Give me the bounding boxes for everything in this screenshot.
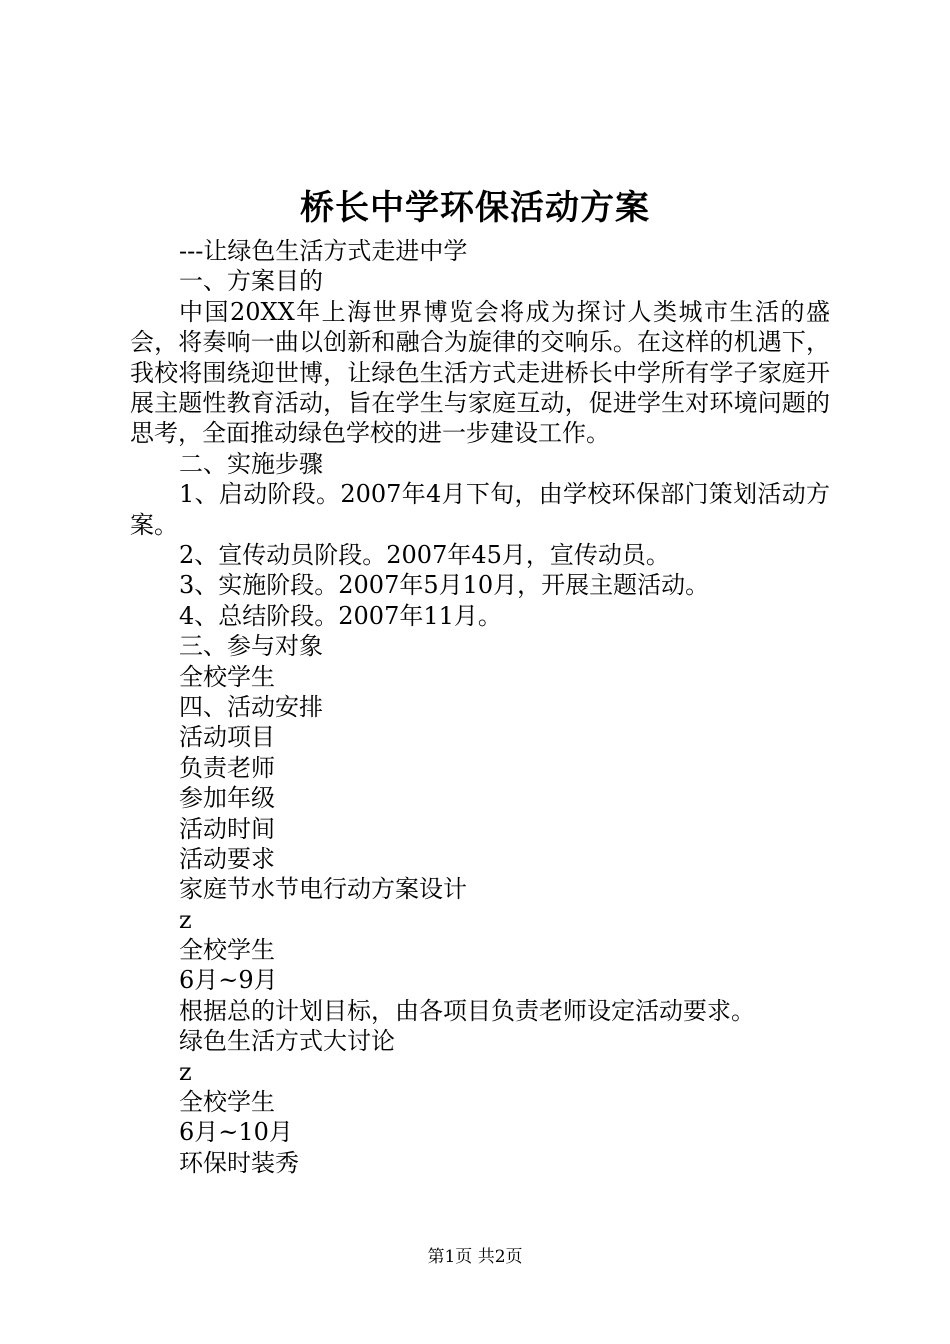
section-heading-purpose: 一、方案目的 (179, 267, 323, 296)
activity-requirement: 根据总的计划目标，由各项目负责老师设定活动要求。 (179, 996, 755, 1025)
activity-teacher: z (179, 1057, 192, 1086)
activity-name: 家庭节水节电行动方案设计 (179, 875, 467, 904)
table-header-cell: 活动项目 (179, 723, 275, 752)
participants-text: 全校学生 (179, 662, 275, 691)
table-header-cell: 活动时间 (179, 814, 275, 843)
step-item: 3、实施阶段。2007年5月10月，开展主题活动。 (179, 571, 710, 600)
section-heading-participants: 三、参与对象 (179, 632, 323, 661)
step-item: 1、启动阶段。2007年4月下旬，由学校环保部门策划活动方案。 (130, 480, 830, 539)
activity-time: 6月~10月 (179, 1118, 293, 1147)
activity-teacher: z (179, 905, 192, 934)
page-footer: 第1页 共2页 (427, 1247, 523, 1267)
step-item: 2、宣传动员阶段。2007年45月，宣传动员。 (179, 541, 670, 570)
activity-grade: 全校学生 (179, 1088, 275, 1117)
section-heading-arrangement: 四、活动安排 (179, 692, 323, 721)
activity-time: 6月~9月 (179, 966, 278, 995)
activity-name: 环保时装秀 (179, 1148, 299, 1177)
table-header-cell: 参加年级 (179, 784, 275, 813)
document-title: 桥长中学环保活动方案 (300, 188, 650, 228)
section-heading-steps: 二、实施步骤 (179, 449, 323, 478)
activity-name: 绿色生活方式大讨论 (179, 1027, 395, 1056)
activity-grade: 全校学生 (179, 936, 275, 965)
table-header-cell: 活动要求 (179, 844, 275, 873)
subtitle: ---让绿色生活方式走进中学 (179, 237, 468, 265)
step-item: 4、总结阶段。2007年11月。 (179, 601, 502, 630)
purpose-paragraph: 中国20XX年上海世界博览会将成为探讨人类城市生活的盛会，将奏响一曲以创新和融合为旋律的交响乐。在这样的机遇下，我校将围绕迎世博，让绿色生活方式走进桥长中学所有学子家庭开展主题性教育活动，旨在学生与家庭互动，促进学生对环境问题的思考，全面推动绿色学校的进一步建设工作。 (130, 297, 830, 448)
document-body (130, 236, 830, 1178)
table-header-cell: 负责老师 (179, 753, 275, 782)
